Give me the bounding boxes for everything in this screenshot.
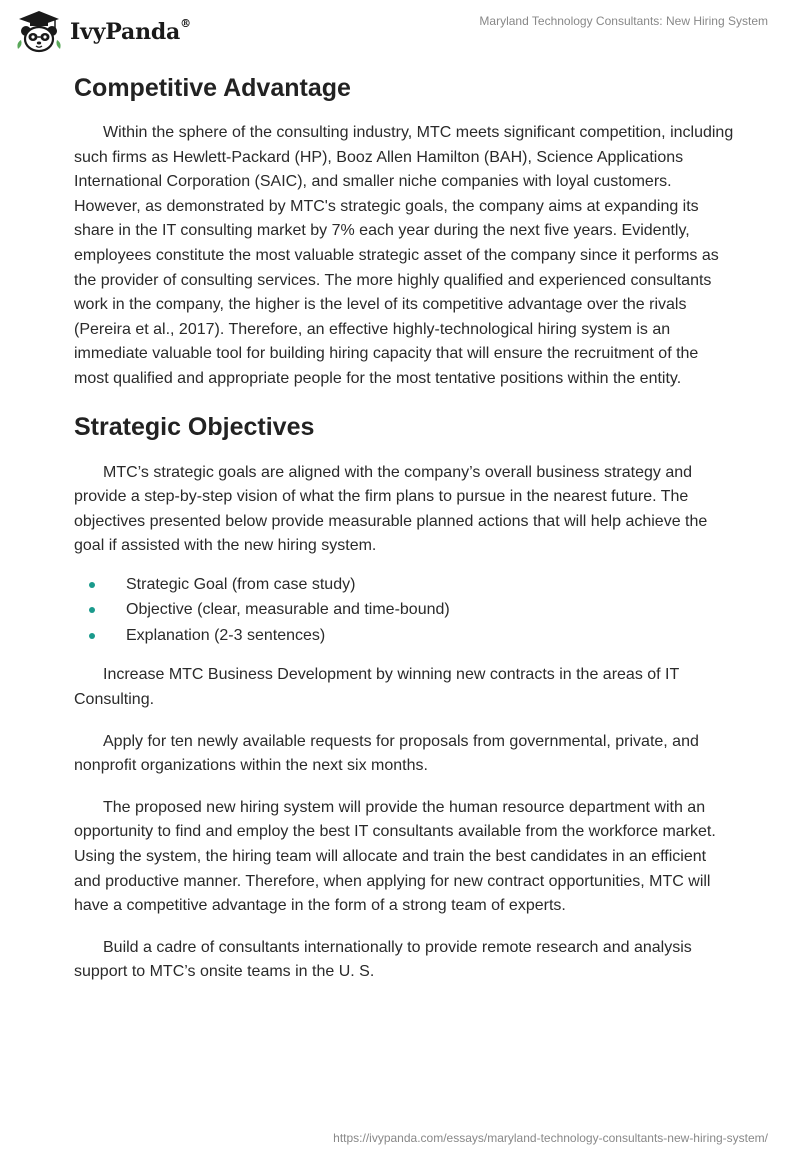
source-url[interactable]: https://ivypanda.com/essays/maryland-technology-consultants-new-hiring-system/ — [333, 1131, 768, 1145]
essay-content — [74, 72, 734, 985]
paragraph: MTC’s strategic goals are aligned with the company’s overall business strategy and provide a step-by-step vision of what the firm plans to pursue in the nearest future. The objectives presented below provide measurable planned actions that will help achieve the goal if assisted with the new hiring system. — [74, 463, 708, 555]
paragraph: Build a cadre of consultants internationally to provide remote research and analysis support to MTC’s onsite teams in the U. S. — [74, 938, 692, 981]
list-item-text: Strategic Goal (from case study) — [126, 575, 356, 593]
registered-mark: ® — [180, 17, 191, 30]
logo-text: IvyPanda — [70, 19, 181, 45]
section-heading-competitive-advantage: Competitive Advantage — [74, 74, 351, 102]
list-item — [74, 597, 734, 623]
paragraph: Increase MTC Business Development by winning new contracts in the areas of IT Consulting. — [74, 666, 679, 708]
list-item-text: Objective (clear, measurable and time-bound) — [126, 601, 450, 619]
ivypanda-logo[interactable] — [14, 8, 191, 56]
bullet-icon — [89, 633, 95, 639]
list-item-text: Explanation (2-3 sentences) — [126, 626, 326, 644]
list-item — [74, 572, 734, 598]
bullet-icon — [89, 582, 95, 588]
paragraph: The proposed new hiring system will provide the human resource department with an opportunity to find and employ the best IT consultants available from the workforce market. Using the system, the hiring team will allocate and train the best candidates in an efficient and productive manner. Therefore, when applying for new contract opportunities, MTC will have a competitive advantage in the form of a strong team of experts. — [74, 798, 716, 915]
panda-graduate-icon — [14, 9, 64, 55]
list-item — [74, 623, 734, 649]
bullet-list — [74, 572, 734, 649]
section-heading-strategic-objectives: Strategic Objectives — [74, 412, 315, 441]
document-title: Maryland Technology Consultants: New Hiring System — [479, 14, 768, 28]
bullet-icon — [89, 607, 95, 613]
logo-wordmark — [70, 19, 191, 45]
paragraph: Apply for ten newly available requests for proposals from governmental, private, and nonprofit organizations within the next six months. — [74, 732, 699, 775]
paragraph: Within the sphere of the consulting industry, MTC meets significant competition, including such firms as Hewlett-Packard (HP), Booz Allen Hamilton (BAH), Science Applications International Corporation (SAIC), and smaller niche companies with loyal customers. However, as demonstrated by MTC's strategic goals, the company aims at expanding its share in the IT consulting market by 7% each year during the next five years. Evidently, employees constitute the most valuable strategic asset of the company since it performs as the provider of consulting services. The more highly qualified and experienced consultants work in the company, the higher is the level of its competitive advantage over the rivals (Pereira et al., 2017). Therefore, an effective highly-technological hiring system is an immediate valuable tool for building hiring capacity that will ensure the recruitment of the most qualified and appropriate people for the most tentative positions within the entity. — [74, 124, 734, 387]
